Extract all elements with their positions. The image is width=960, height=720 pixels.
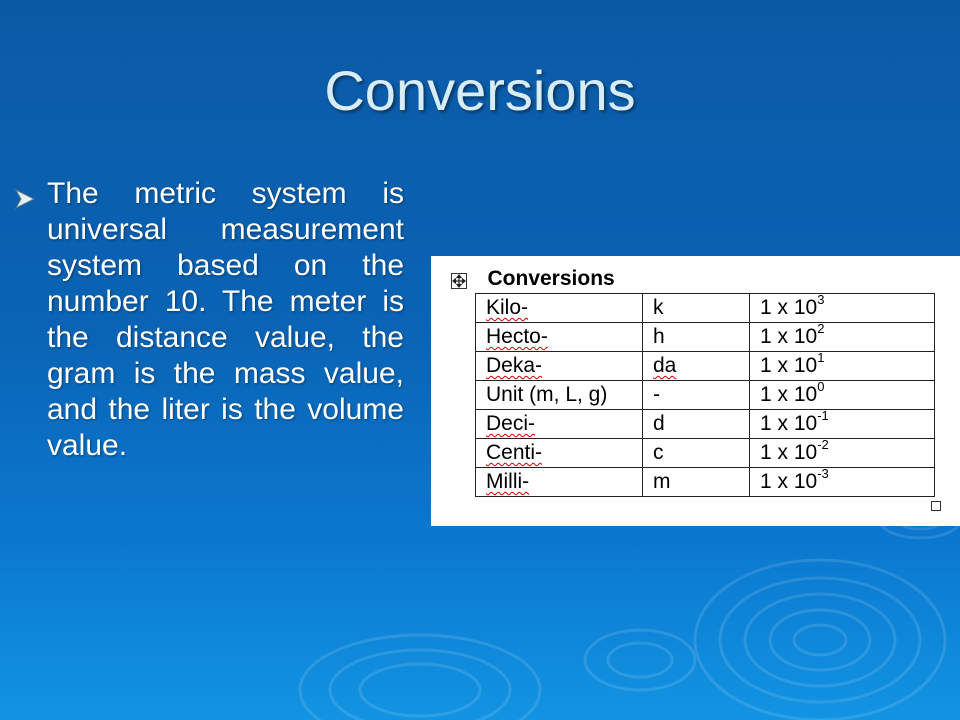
table-row xyxy=(476,439,935,468)
factor-cell: 1 x $10^{-1}$ xyxy=(750,410,935,439)
bullet-text: The metric system is universal measurement system based on the number 10. The meter is the distance value, the gram is the mass value, and the liter is the volume value. xyxy=(47,177,404,462)
symbol-cell: k xyxy=(643,294,750,323)
bullet-point xyxy=(14,176,404,464)
slide-title: Conversions xyxy=(324,59,636,122)
table-row xyxy=(476,468,935,497)
factor-cell: 1 x $10^2$ xyxy=(750,323,935,352)
table-resize-handle-icon[interactable] xyxy=(931,501,941,511)
prefix-cell: Deka- xyxy=(476,352,643,381)
symbol-cell: d xyxy=(643,410,750,439)
symbol-cell: da xyxy=(643,352,750,381)
table-header: Conversions xyxy=(487,266,615,290)
table-row xyxy=(476,381,935,410)
factor-cell: 1 x $10^1$ xyxy=(750,352,935,381)
factor-cell: 1 x $10^{-3}$ xyxy=(750,468,935,497)
prefix-cell: Deci- xyxy=(476,410,643,439)
factor-cell: 1 x $10^{-2}$ xyxy=(750,439,935,468)
factor-cell: 1 x $10^0$ xyxy=(750,381,935,410)
symbol-cell: m xyxy=(643,468,750,497)
table-move-handle-icon[interactable] xyxy=(451,273,467,289)
prefix-cell: Hecto- xyxy=(476,323,643,352)
table-row xyxy=(476,323,935,352)
factor-cell: 1 x $10^3$ xyxy=(750,294,935,323)
conversion-table xyxy=(475,264,935,497)
symbol-cell: - xyxy=(643,381,750,410)
symbol-cell: c xyxy=(643,439,750,468)
prefix-cell: Kilo- xyxy=(476,294,643,323)
table-row xyxy=(476,352,935,381)
prefix-cell: Milli- xyxy=(476,468,643,497)
table-row xyxy=(476,410,935,439)
prefix-cell: Unit (m, L, g) xyxy=(476,381,643,410)
table-row xyxy=(476,294,935,323)
symbol-cell: h xyxy=(643,323,750,352)
arrow-bullet-icon xyxy=(14,188,36,210)
prefix-cell: Centi- xyxy=(476,439,643,468)
conversion-table-image xyxy=(431,256,960,526)
